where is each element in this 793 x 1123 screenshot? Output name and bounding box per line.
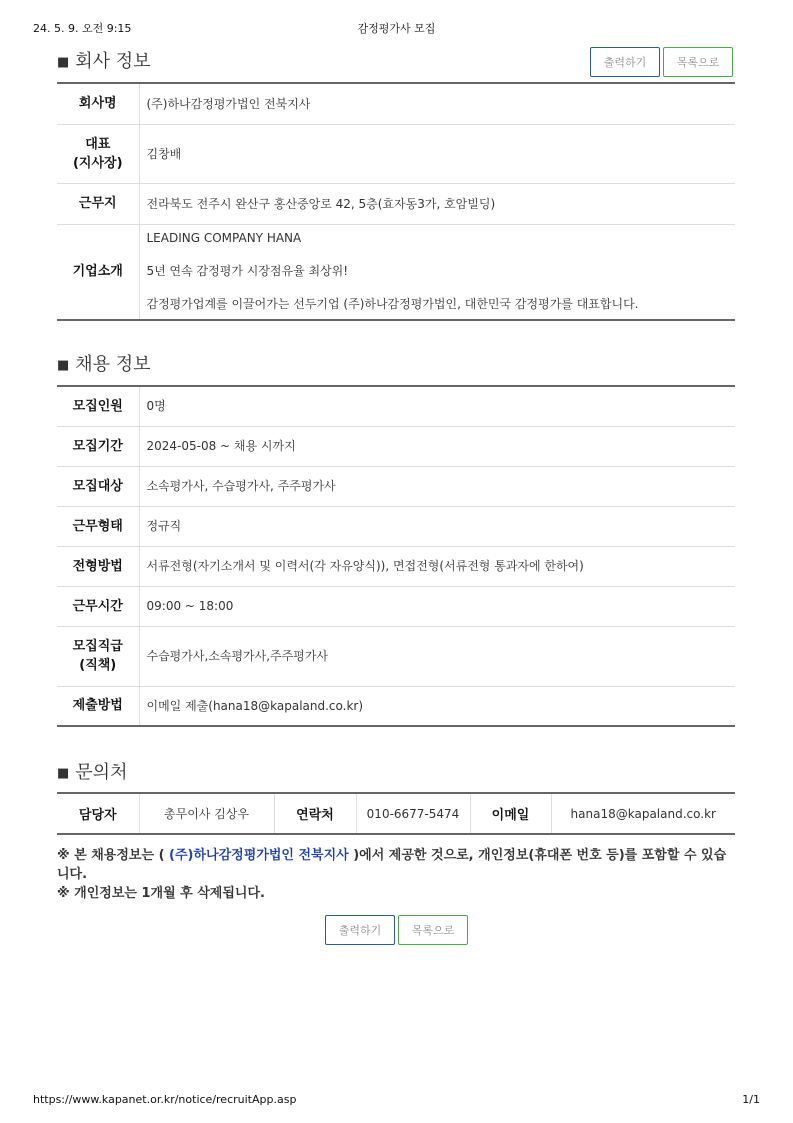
- employment-type-value: 정규직: [139, 506, 735, 546]
- contact-section-title: ■ 문의처: [57, 762, 128, 783]
- table-row: [57, 506, 735, 546]
- privacy-notice: [57, 846, 737, 903]
- submission-method-label: 제출방법: [57, 686, 139, 726]
- square-bullet-icon: ■: [57, 358, 70, 373]
- intro-row: [57, 224, 735, 320]
- table-row: [57, 686, 735, 726]
- phone-value: 010-6677-5474: [356, 793, 470, 834]
- selection-method-value: 서류전형(자기소개서 및 이력서(각 자유양식)), 면접전형(서류전형 통과자에 한하여): [139, 546, 735, 586]
- page-url: https://www.kapanet.or.kr/notice/recruitApp.asp: [33, 1093, 297, 1106]
- intro-label: 기업소개: [57, 224, 139, 320]
- print-button-bottom[interactable]: 출력하기: [325, 915, 395, 945]
- intro-line-3: 감정평가업계를 이끌어가는 선두기업 (주)하나감정평가법인, 대한민국 감정평가를 대표합니다.: [146, 297, 639, 312]
- location-value: 전라북도 전주시 완산구 홍산중앙로 42, 5층(효자동3가, 호암빌딩): [139, 183, 735, 224]
- headcount-value: 0명: [139, 386, 735, 426]
- period-label: 모집기간: [57, 426, 139, 466]
- representative-value: 김창배: [139, 124, 735, 183]
- table-row: [57, 466, 735, 506]
- table-row: [57, 426, 735, 466]
- intro-line-2: 5년 연속 감정평가 시장점유율 최상위!: [146, 264, 349, 279]
- list-button-top[interactable]: 목록으로: [663, 47, 733, 77]
- submission-method-value: 이메일 제출(hana18@kapaland.co.kr): [146, 698, 364, 713]
- target-label: 모집대상: [57, 466, 139, 506]
- company-name-value: (주)하나감정평가법인 전북지사: [139, 83, 735, 124]
- table-row: [57, 386, 735, 426]
- company-link[interactable]: (주)하나감정평가법인 전북지사: [169, 848, 349, 863]
- print-title: 감정평가사 모집: [357, 22, 436, 35]
- representative-row: [57, 124, 735, 183]
- manager-value: 총무이사 김상우: [139, 793, 274, 834]
- work-hours-label: 근무시간: [57, 586, 139, 626]
- position-label: 모집직급 (직책): [57, 626, 139, 686]
- table-row: [57, 546, 735, 586]
- contact-table: [57, 792, 735, 835]
- email-value: hana18@kapaland.co.kr: [570, 806, 716, 821]
- company-info-table: [57, 82, 735, 321]
- location-row: [57, 183, 735, 224]
- notice-line-2: ※ 개인정보는 1개월 후 삭제됩니다.: [57, 886, 265, 901]
- print-date: 24. 5. 9. 오전 9:15: [33, 22, 132, 35]
- email-label: 이메일: [470, 793, 551, 834]
- intro-value: [139, 224, 735, 320]
- square-bullet-icon: ■: [57, 55, 70, 70]
- contact-row: [57, 793, 735, 834]
- print-header: [33, 20, 760, 34]
- headcount-label: 모집인원: [57, 386, 139, 426]
- work-hours-value: 09:00 ~ 18:00: [139, 586, 735, 626]
- print-footer: [33, 1093, 760, 1107]
- intro-line-1: LEADING COMPANY HANA: [146, 231, 302, 246]
- employment-type-label: 근무형태: [57, 506, 139, 546]
- recruit-section-title: ■ 채용 정보: [57, 354, 151, 375]
- recruit-info-table: [57, 385, 735, 727]
- period-value: 2024-05-08 ~ 채용 시까지: [139, 426, 735, 466]
- company-name-row: [57, 83, 735, 124]
- company-name-label: 회사명: [57, 83, 139, 124]
- target-value: 소속평가사, 수습평가사, 주주평가사: [139, 466, 735, 506]
- selection-method-label: 전형방법: [57, 546, 139, 586]
- manager-label: 담당자: [57, 793, 139, 834]
- table-row: [57, 626, 735, 686]
- company-section-title: ■ 회사 정보: [57, 51, 151, 72]
- table-row: [57, 586, 735, 626]
- print-button-top[interactable]: 출력하기: [590, 47, 660, 77]
- position-value: 수습평가사,소속평가사,주주평가사: [139, 626, 735, 686]
- page-number: 1/1: [742, 1093, 760, 1106]
- list-button-bottom[interactable]: 목록으로: [398, 915, 468, 945]
- phone-label: 연락처: [274, 793, 356, 834]
- location-label: 근무지: [57, 183, 139, 224]
- representative-label: 대표 (지사장): [57, 124, 139, 183]
- notice-line-1: ※ 본 채용정보는 ( (주)하나감정평가법인 전북지사 )에서 제공한 것으로, 개인정보(휴대폰 번호 등)를 포함할 수 있습니다.: [57, 848, 727, 882]
- square-bullet-icon: ■: [57, 766, 70, 781]
